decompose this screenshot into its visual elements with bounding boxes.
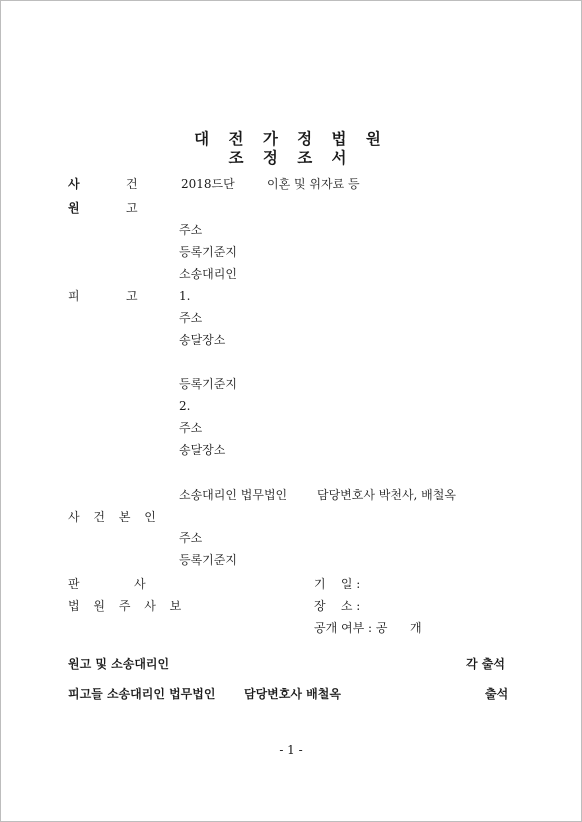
session-date-label: 기 일 : [314, 577, 361, 591]
attendance-row2-right: 출석 [485, 687, 509, 701]
case-number: 2018드단 [181, 177, 235, 191]
document-title: 조 정 조 서 [228, 148, 354, 167]
defendant-label-b: 고 [126, 289, 138, 303]
defendant-attorney-line: 소송대리인 법무법인 [179, 488, 288, 502]
session-public-label: 공개 여부 : 공 [314, 621, 388, 635]
page-number: - 1 - [279, 743, 303, 757]
case-label-b: 건 [126, 177, 138, 191]
judge-label-b: 사 [134, 577, 146, 591]
principal-address-label: 주소 [179, 531, 203, 545]
defendant-1-registration-label: 등록기준지 [179, 377, 237, 391]
case-label-a: 사 [68, 177, 80, 191]
session-place-label: 장 소 : [314, 599, 361, 613]
defendant-lawyers: 담당변호사 박천사, 배철옥 [317, 488, 456, 502]
defendant-2-address-label: 주소 [179, 421, 203, 435]
attendance-row1-left: 원고 및 소송대리인 [68, 657, 170, 671]
plaintiff-registration-label: 등록기준지 [179, 245, 237, 259]
defendant-2-number: 2. [179, 399, 191, 413]
clerk-label: 법 원 주 사 보 [68, 599, 187, 613]
attendance-row2-b: 담당변호사 배철옥 [244, 687, 341, 701]
attendance-row2-a: 피고들 소송대리인 법무법인 [68, 687, 216, 701]
defendant-1-service-label: 송달장소 [179, 333, 226, 347]
court-name: 대 전 가 정 법 원 [194, 129, 388, 148]
judge-label-a: 판 [68, 577, 80, 591]
defendant-1-address-label: 주소 [179, 311, 203, 325]
principal-label: 사 건 본 인 [68, 510, 161, 524]
plaintiff-attorney-label: 소송대리인 [179, 267, 237, 281]
plaintiff-label-a: 원 [68, 201, 80, 215]
plaintiff-address-label: 주소 [179, 223, 203, 237]
plaintiff-label-b: 고 [126, 201, 138, 215]
defendant-1-number: 1. [179, 289, 191, 303]
defendant-2-service-label: 송달장소 [179, 443, 226, 457]
attendance-row1-right: 각 출석 [466, 657, 505, 671]
principal-registration-label: 등록기준지 [179, 553, 237, 567]
defendant-label-a: 피 [68, 289, 80, 303]
case-title: 이혼 및 위자료 등 [267, 177, 360, 191]
session-public-value: 개 [410, 621, 422, 635]
